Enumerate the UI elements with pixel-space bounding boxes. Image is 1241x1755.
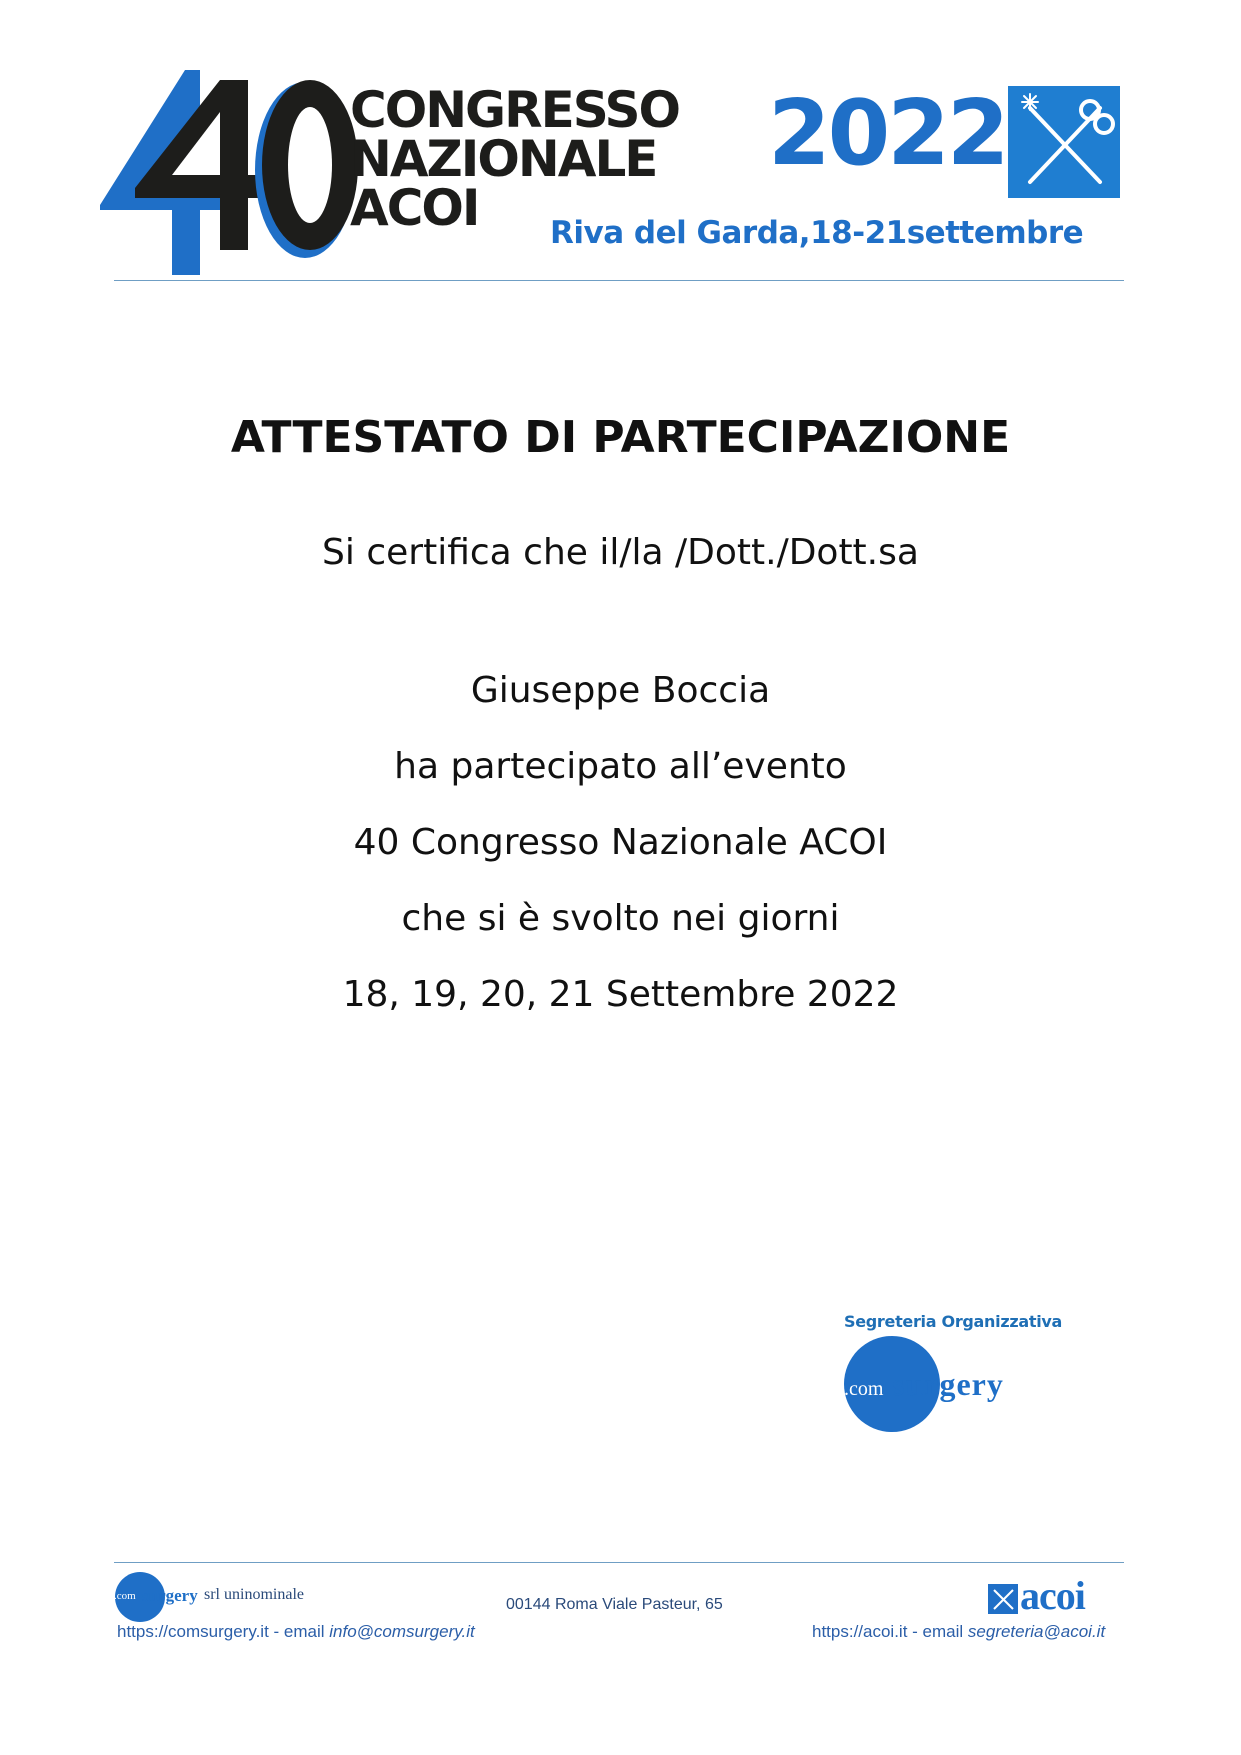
acoi-email-link[interactable]: segreteria@acoi.it <box>967 1622 1106 1641</box>
certificate-title: ATTESTATO DI PARTECIPAZIONE <box>230 412 1011 463</box>
email-label: - email <box>268 1622 330 1641</box>
participant-name: Giuseppe Boccia <box>470 670 771 711</box>
held-statement: che si è svolto nei giorni <box>401 898 840 939</box>
footer-logo-prefix: .com <box>114 1590 136 1602</box>
acoi-logo <box>988 1573 1120 1618</box>
comsurgery-url-link[interactable]: https://comsurgery.it <box>117 1622 269 1641</box>
congress-title <box>350 81 680 237</box>
comsurgery-logo <box>840 1336 1040 1436</box>
big-40-logo <box>100 70 360 275</box>
congress-year: 2022 <box>768 81 1007 186</box>
logo-prefix: .com <box>844 1378 884 1400</box>
footer-address: 00144 Roma Viale Pasteur, 65 <box>506 1596 723 1613</box>
title-line-2: NAZIONALE <box>350 130 657 188</box>
comsurgery-email-link[interactable]: info@comsurgery.it <box>329 1622 475 1641</box>
footer-comsurgery-logo <box>112 1570 212 1622</box>
participation-statement: ha partecipato all’evento <box>394 746 847 787</box>
event-name: 40 Congresso Nazionale ACOI <box>353 822 888 863</box>
title-line-3: ACOI <box>350 179 479 237</box>
acoi-scissors-icon <box>988 1584 1018 1614</box>
acoi-wordmark: acoi <box>1020 1573 1085 1618</box>
congress-venue: Riva del Garda,18-21settembre <box>550 215 1084 251</box>
acoi-email-label: - email <box>907 1622 968 1641</box>
title-line-1: CONGRESSO <box>350 81 680 139</box>
certificate-intro: Si certifica che il/la /Dott./Dott.sa <box>322 532 919 573</box>
company-type: srl uninominale <box>204 1586 304 1603</box>
scissors-icon <box>1008 86 1120 198</box>
secretariat-label: Segreteria Organizzativa <box>844 1312 1063 1331</box>
congress-banner <box>100 70 1140 275</box>
acoi-url-link[interactable]: https://acoi.it <box>812 1622 908 1641</box>
footer-divider <box>114 1562 1124 1563</box>
footer-right-contacts <box>812 1622 1105 1642</box>
event-dates: 18, 19, 20, 21 Settembre 2022 <box>342 974 899 1015</box>
logo-main: surgery <box>892 1366 1004 1402</box>
footer-left-contacts <box>117 1622 475 1642</box>
footer-logo-main: surgery <box>142 1586 198 1605</box>
header-divider <box>114 280 1124 281</box>
